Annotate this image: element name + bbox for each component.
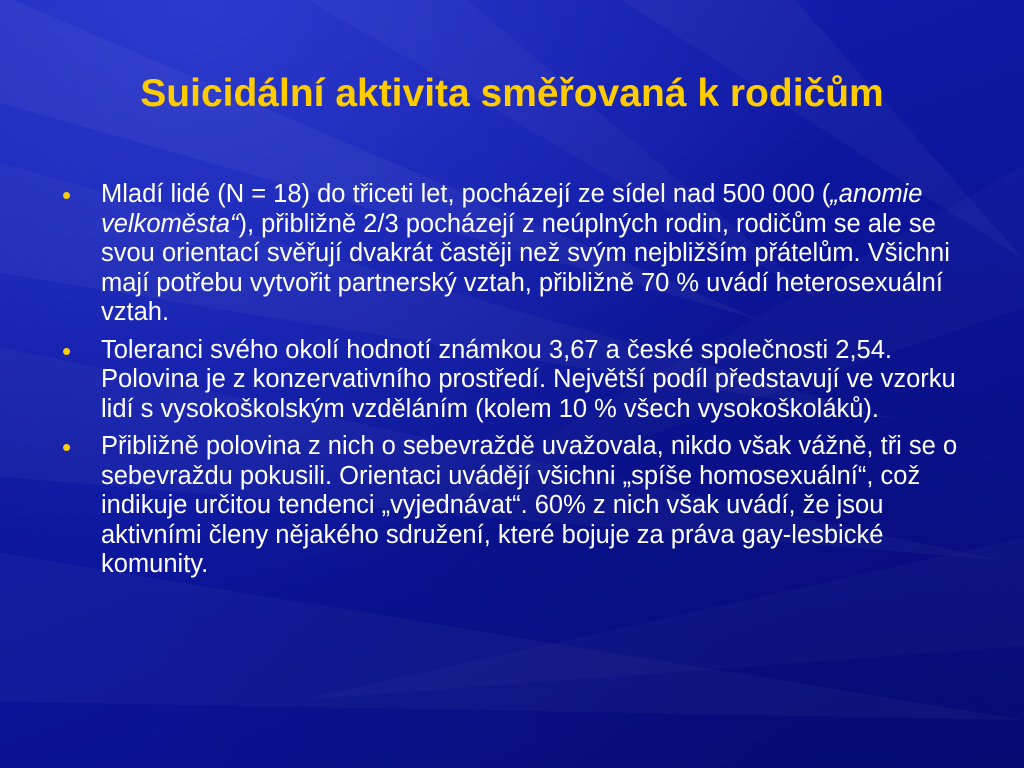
slide-title: Suicidální aktivita směřovaná k rodičům xyxy=(140,72,884,115)
bullet-text xyxy=(101,180,950,326)
bullet-text-before: Mladí lidé (N = 18) do třiceti let, pocházejí ze sídel nad 500 000 ( xyxy=(101,180,831,208)
bullet-dot-icon: • xyxy=(62,335,72,366)
bullet-text: Přibližně polovina z nich o sebevraždě uvažovala, nikdo však vážně, tři se o sebevraždu pokusili. Orientaci uvádějí všichni „spíše homosexuální“, což indikuje určitou tendenci „vyjednávat“. 60% z nich však uvádí, že jsou aktivními členy nějakého sdružení, které bojuje za práva gay-lesbické komunity. xyxy=(101,432,958,578)
bullet-item-2 xyxy=(62,336,962,425)
bullet-dot-icon: • xyxy=(62,180,72,210)
bullet-dot-icon: • xyxy=(62,432,72,462)
bullet-text-emphasis: „anomie velkoměsta“ xyxy=(101,180,923,238)
bullet-list xyxy=(62,180,962,588)
bullet-item-1 xyxy=(62,180,962,328)
bullet-text-after: ), přibližně 2/3 pocházejí z neúplných rodin, rodičům se ale se svou orientací svěřují dvakrát častěji než svým nejbližším přátelům. Všichni mají potřebu vytvořit partnerský vztah, přibližně 70 % uvádí heterosexuální vztah. xyxy=(101,209,950,326)
bullet-text: Toleranci svého okolí hodnotí známkou 3,67 a české společnosti 2,54. Polovina je z konzervativního prostředí. Největší podíl představují ve vzorku lidí s vysokoškolským vzděláním (kolem 10 % všech vysokoškoláků). xyxy=(101,335,956,423)
bullet-item-3 xyxy=(62,432,962,580)
